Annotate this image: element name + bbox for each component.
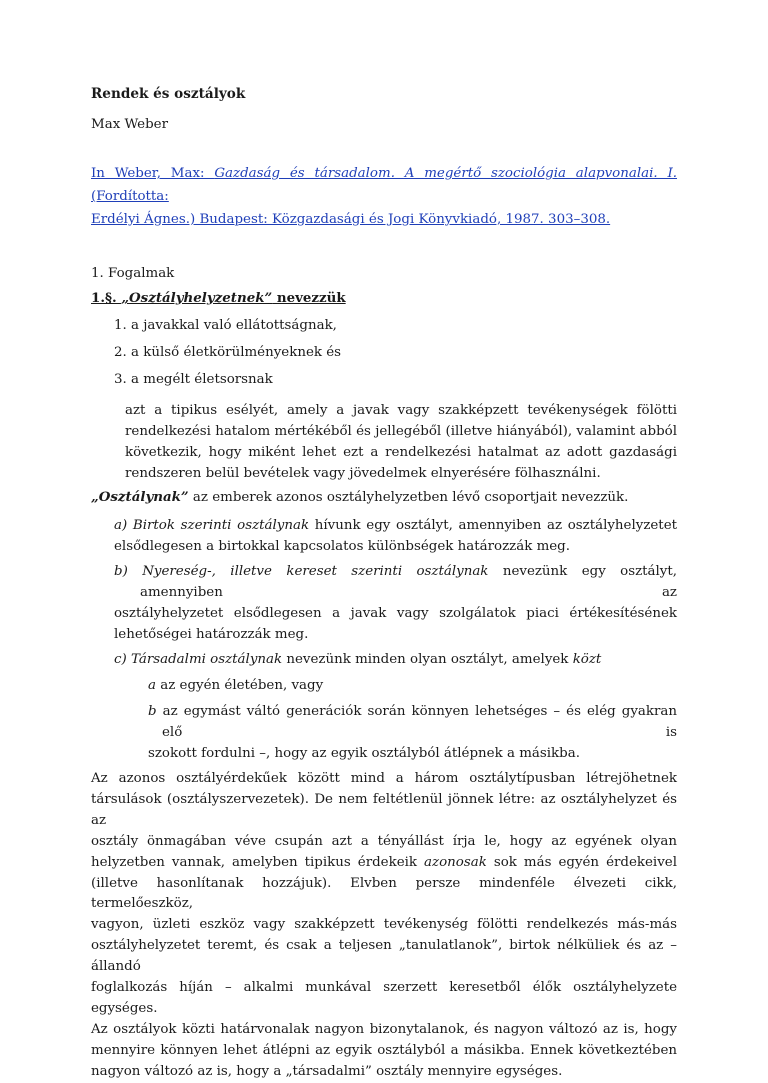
subclass-a-line2: elsődlegesen a birtokkal kapcsolatos különbségek határozzák meg.	[114, 539, 571, 554]
subclass-c-text: nevezünk minden olyan osztályt, amelyek	[282, 652, 573, 667]
section-number: 1.§.	[91, 290, 122, 306]
document-page	[91, 84, 677, 1083]
list-item: 2. a külső életkörülményeknek és	[114, 345, 342, 360]
subclass-c-a-text: az egyén életében, vagy	[155, 678, 324, 693]
definition-line: rendszeren belül bevételek vagy jövedelmek elnyerésére fölhasználni.	[125, 466, 601, 481]
subclass-c-a	[148, 675, 677, 696]
section-suffix: nevezzük	[272, 290, 346, 306]
list-item: 3. a megélt életsorsnak	[114, 372, 273, 387]
subclass-b-line3: lehetőségei határozzák meg.	[114, 627, 309, 642]
closing-line: vagyon, üzleti eszköz vagy szakképzett tevékenység fölötti rendelkezés más-más	[91, 917, 677, 933]
chapter-heading: 1. Fogalmak	[91, 266, 175, 281]
subclass-c-b-line2: szokott fordulni –, hogy az egyik osztályból átlépnek a másikba.	[148, 746, 580, 761]
section-heading	[91, 288, 677, 313]
closing-paragraph	[91, 769, 677, 1083]
citation-line2: Erdélyi Ágnes.) Budapest: Közgazdasági és Jogi Könyvkiadó, 1987. 303–308.	[91, 212, 611, 227]
class-definition	[91, 487, 677, 511]
subclass-b-text: nevezünk egy osztályt, amennyiben az	[140, 564, 678, 600]
subclass-b-label: b) Nyereség-, illetve kereset szerinti osztálynak	[114, 564, 489, 579]
subclass-c	[114, 649, 677, 670]
closing-line: osztály önmagában véve csupán azt a tényállást írja le, hogy az egyének olyan	[91, 833, 677, 849]
closing-line-part: helyzetben vannak, amelyben tipikus érdekeik	[91, 854, 425, 870]
citation-book-title: Gazdaság és társadalom. A megértő szociológia alapvonalai. I.	[214, 166, 678, 181]
list-item: 1. a javakkal való ellátottságnak,	[114, 318, 337, 333]
subclass-a-label: a) Birtok szerinti osztálynak	[114, 518, 310, 533]
definition-line: rendelkezési hatalom mértékéből és jellegéből (illetve hiányából), valamint abból	[125, 424, 677, 439]
closing-line: mennyire könnyen lehet átlépni az egyik osztályból a másikba. Ennek következtében	[91, 1042, 677, 1058]
definition-paragraph	[125, 400, 677, 484]
citation-line1-rest: (Fordította:	[91, 189, 169, 204]
subclass-a-text: hívunk egy osztályt, amennyiben az osztályhelyzetet	[309, 518, 677, 533]
closing-line: társulások (osztályszervezetek). De nem feltétlenül jönnek létre: az osztályhelyzet és az	[91, 791, 677, 828]
subclass-a	[114, 515, 677, 557]
closing-line: Az azonos osztályérdekűek között mind a három osztálytípusban létrejöhetnek	[91, 771, 677, 786]
closing-line	[91, 853, 677, 874]
definition-line: azt a tipikus esélyét, amely a javak vagy szakképzett tevékenységek fölötti	[125, 403, 677, 418]
class-term: „Osztálynak”	[91, 489, 189, 505]
subclass-b	[114, 561, 677, 645]
subclass-b-line2: osztályhelyzetet elsődlegesen a javak vagy szolgálatok piaci értékesítésének	[114, 606, 677, 621]
subclass-c-b-text: az egymást váltó generációk során könnyen lehetséges – és elég gyakran elő is	[156, 704, 677, 740]
subclass-c-b	[148, 701, 677, 764]
section-term: „Osztályhelyzetnek”	[121, 290, 273, 306]
definition-line: következik, hogy miként lehet ezt a rendelkezési hatalmat az adott gazdasági	[125, 445, 677, 460]
citation-prefix: In Weber, Max:	[91, 166, 215, 181]
document-author: Max Weber	[91, 117, 168, 132]
subclass-c-a-label: a	[148, 678, 156, 693]
subclass-c-kozt: közt	[572, 652, 602, 667]
subclass-c-label: c) Társadalmi osztálynak	[114, 652, 283, 667]
closing-emphasis: azonosak	[424, 854, 487, 870]
class-definition-text: az emberek azonos osztályhelyzetben lévő csoportjait nevezzük.	[188, 490, 629, 505]
numbered-list	[91, 315, 677, 396]
document-title: Rendek és osztályok	[91, 86, 246, 102]
closing-line: osztályhelyzetet teremt, és csak a teljesen „tanulatlanok”, birtok nélküliek és az – állandó	[91, 938, 677, 975]
closing-line: nagyon változó az is, hogy a „társadalmi” osztály mennyire egységes.	[91, 1063, 563, 1079]
subclass-c-b-label: b	[148, 704, 157, 719]
closing-line: foglalkozás híján – alkalmi munkával szerzett keresetből élők osztályhelyzete egységes.	[91, 980, 677, 1016]
closing-line: (illetve hasonlítanak hozzájuk). Elvben persze mindenféle élvezeti cikk, termelőeszköz,	[91, 875, 677, 912]
closing-line: Az osztályok közti határvonalak nagyon bizonytalanok, és nagyon változó az is, hogy	[91, 1021, 677, 1037]
closing-line-part: sok más egyén érdekeivel	[486, 854, 677, 870]
citation-link[interactable]	[91, 162, 677, 231]
